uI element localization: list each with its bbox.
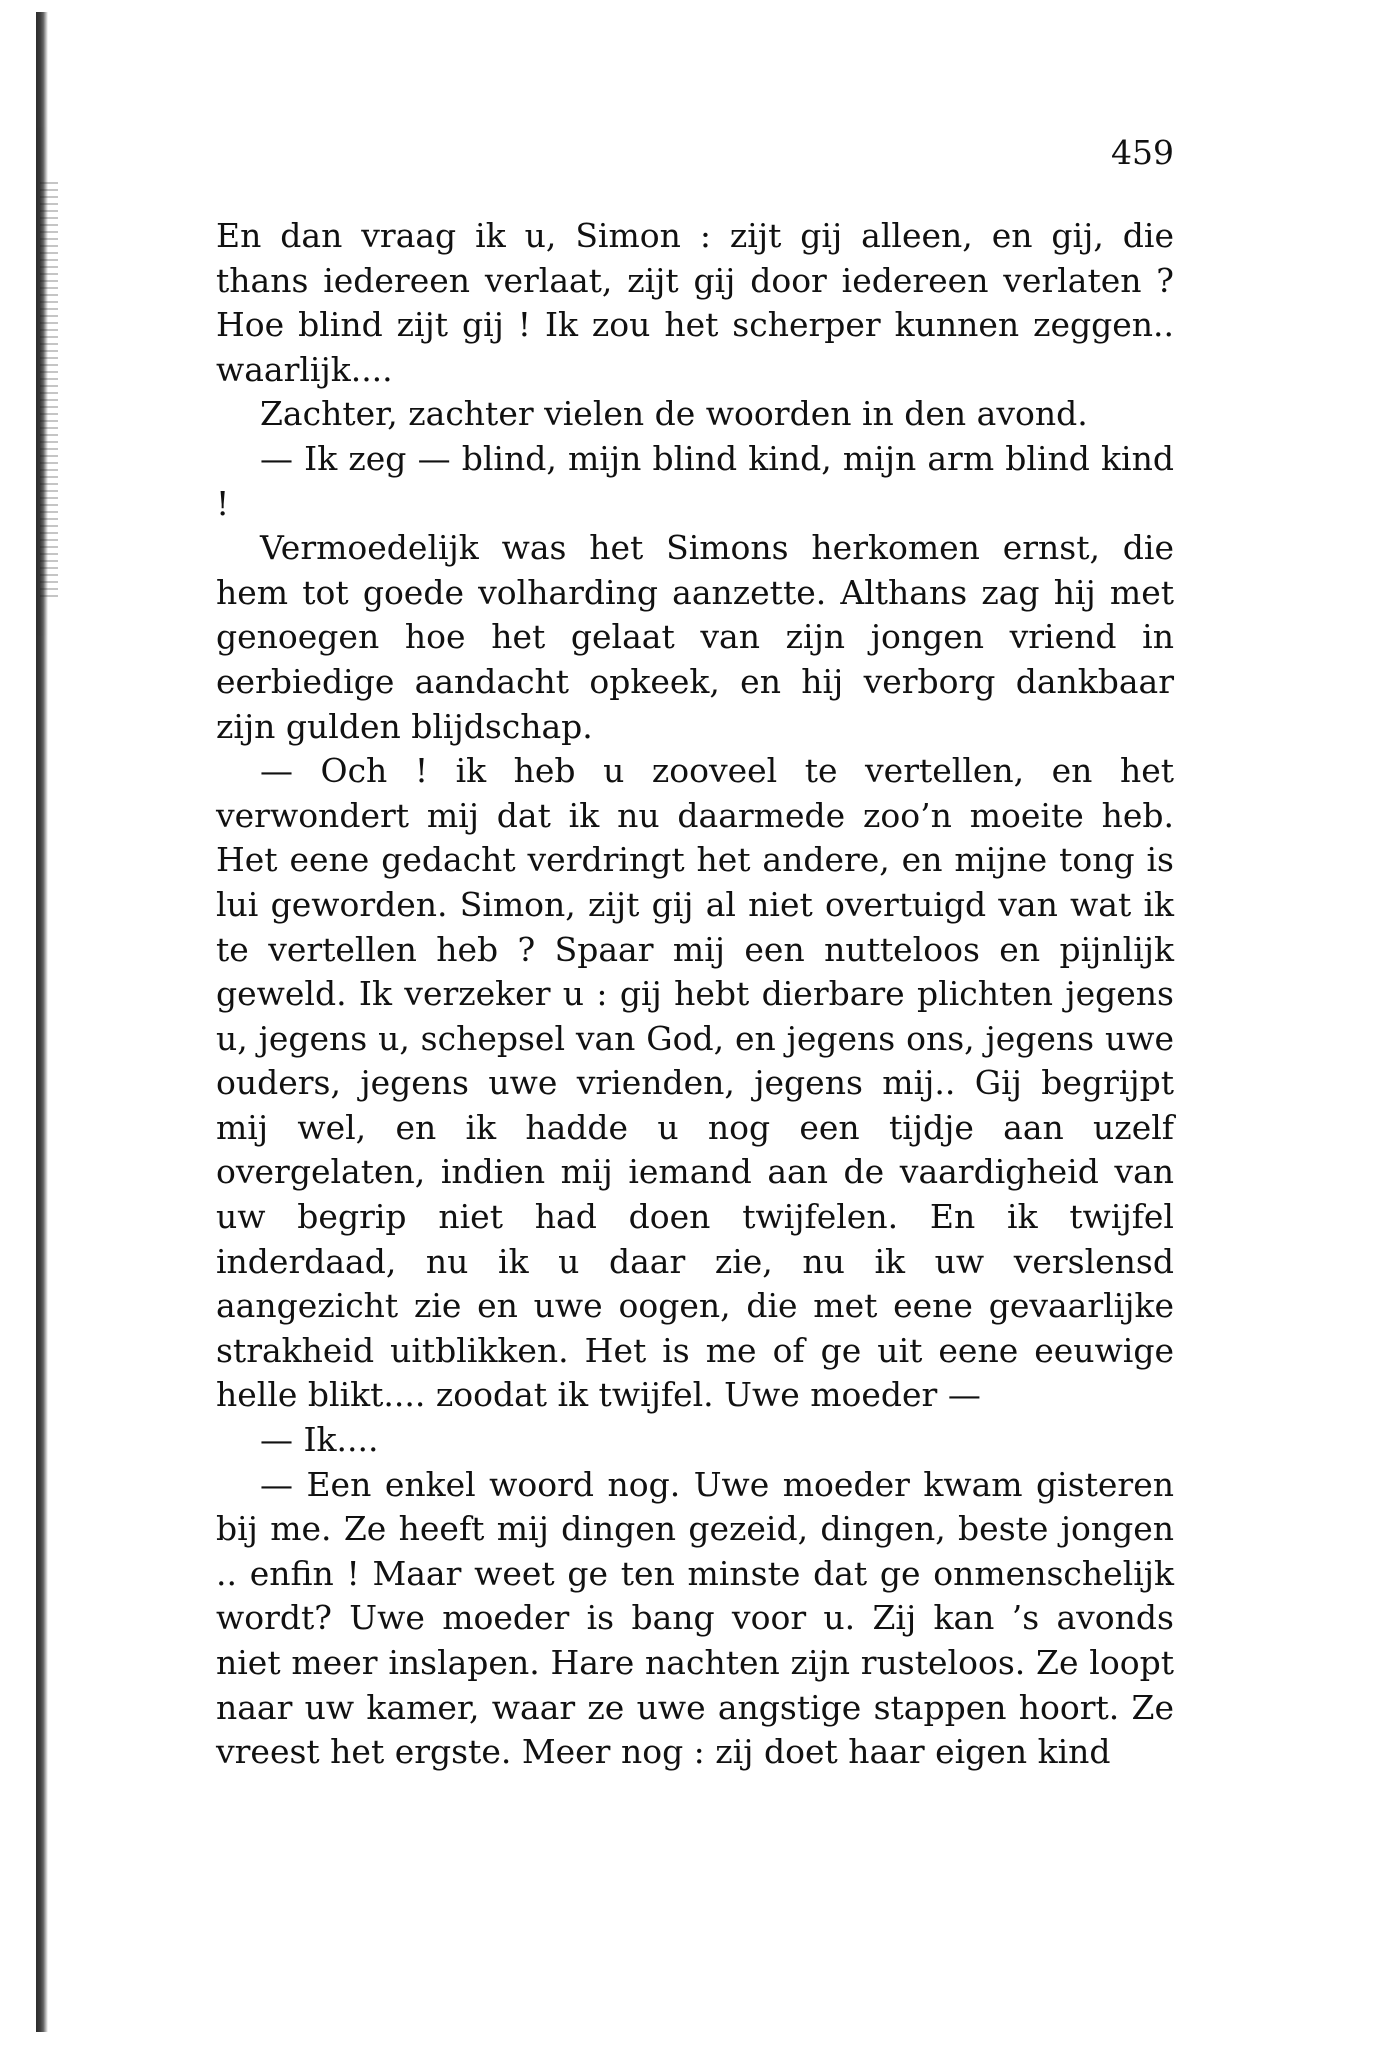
page-number: 459	[1111, 133, 1174, 172]
paragraph: — Och ! ik heb u zooveel te vertellen, en het verwondert mij dat ik nu daarmede zoo’n moeite heb. Het eene gedacht verdringt het andere, en mijne tong is lui geworden. Simon, zijt gij al niet overtuigd van wat ik te vertellen heb ? Spaar mij een nutteloos en pijnlijk geweld. Ik verzeker u : gij hebt dierbare plichten jegens u, jegens u, schepsel van God, en jegens ons, jegens uwe ouders, jegens uwe vrienden, jegens mij.. Gij begrijpt mij wel, en ik hadde u nog een tijdje aan uzelf overgelaten, indien mij iemand aan de vaardigheid van uw begrip niet had doen twijfelen. En ik twijfel inderdaad, nu ik u daar zie, nu ik uw verslensd aangezicht zie en uwe oogen, die met eene gevaarlijke strakheid uitblikken. Het is me of ge uit eene eeuwige helle blikt.... zoodat ik twijfel. Uwe moeder —	[216, 751, 1174, 1415]
binding-edge	[36, 12, 48, 2032]
paragraph: Zachter, zachter vielen de woorden in den avond.	[260, 394, 1088, 434]
paragraph: — Een enkel woord nog. Uwe moeder kwam gisteren bij me. Ze heeft mij dingen gezeid, dingen, beste jongen .. enfin ! Maar weet ge ten minste dat ge onmenschelijk wordt? Uwe moeder is bang voor u. Zij kan ’s avonds niet meer inslapen. Hare nachten zijn rusteloos. Ze loopt naar uw kamer, waar ze uwe angstige stappen hoort. Ze vreest het ergste. Meer nog : zij doet haar eigen kind	[216, 1464, 1174, 1772]
paragraph: En dan vraag ik u, Simon : zijt gij alleen, en gij, die thans iedereen verlaat, zijt gij door iedereen verlaten ? Hoe blind zijt gij ! Ik zou het scherper kunnen zeggen.. waarlijk....	[216, 216, 1174, 389]
paragraph: — Ik zeg — blind, mijn blind kind, mijn arm blind kind !	[216, 438, 1174, 523]
paragraph: Vermoedelijk was het Simons herkomen ernst, die hem tot goede volharding aanzette. Althans zag hij met genoegen hoe het gelaat van zijn jongen vriend in eerbiedige aandacht opkeek, en hij verborg dankbaar zijn gulden blijdschap.	[216, 528, 1174, 746]
paragraph: — Ik....	[260, 1420, 379, 1460]
body-text	[216, 214, 1174, 1775]
